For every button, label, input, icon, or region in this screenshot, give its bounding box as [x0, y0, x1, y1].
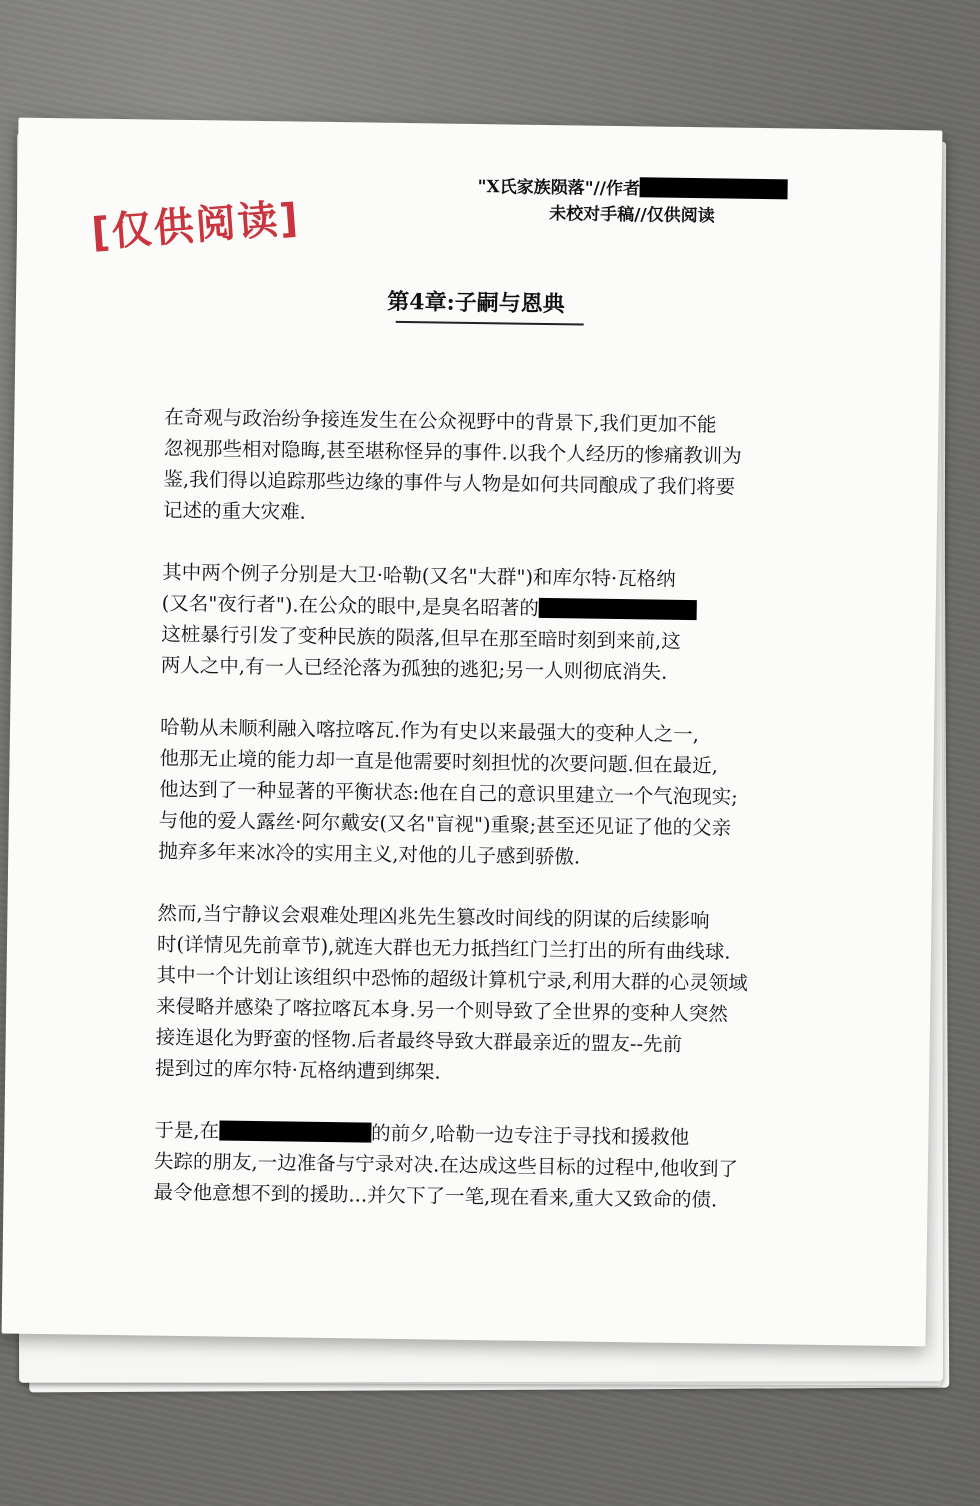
text-line: 他达到了一种显著的平衡状态:他在自己的意识里建立一个气泡现实; — [159, 777, 738, 809]
text-line: 接连退化为野蛮的怪物.后者最终导致大群最亲近的盟友--先前 — [155, 1025, 683, 1056]
redaction-bar — [640, 177, 788, 199]
text-segment: (又名"夜行者").在公众的眼中,是臭名昭著的 — [161, 591, 539, 620]
header-status: 未校对手稿//仅供阅读 — [549, 204, 715, 227]
text-line: 其中一个计划让该组织中恐怖的超级计算机宁录,利用大群的心灵领域 — [156, 963, 748, 995]
text-line: 提到过的库尔特·瓦格纳遭到绑架. — [155, 1056, 441, 1084]
text-segment: 的前夕,哈勒一边专注于寻找和援救他 — [370, 1121, 690, 1150]
paragraph — [161, 557, 843, 690]
header-title-author — [477, 174, 807, 205]
text-line: 然而,当宁静议会艰难处理凶兆先生篡改时间线的阴谋的后续影响 — [157, 901, 710, 933]
text-line: 记述的重大灾难. — [162, 498, 306, 524]
text-line: 来侵略并感染了喀拉喀瓦本身.另一个则导致了全世界的变种人突然 — [155, 994, 728, 1026]
manuscript-page — [2, 118, 943, 1347]
text-line: 时(详情见先前章节),就连大群也无力抵挡红门兰打出的所有曲线球. — [156, 932, 731, 964]
text-line: 这桩暴行引发了变种民族的陨落,但早在那至暗时刻到来前,这 — [161, 622, 681, 653]
redaction-bar — [539, 598, 697, 620]
text-line: 鉴,我们得以追踪那些边缘的事件与人物是如何共同酿成了我们将要 — [163, 467, 736, 499]
text-line: 与他的爱人露丝·阿尔戴安(又名"盲视")重聚;甚至还见证了他的父亲 — [158, 808, 732, 840]
text-line: 在奇观与政治纷争接连发生在公众视野中的背景下,我们更加不能 — [164, 405, 717, 437]
text-line: 他那无止境的能力却一直是他需要时刻担忧的次要问题.但在最近, — [159, 746, 719, 778]
text-line: 哈勒从未顺利融入喀拉喀瓦.作为有史以来最强大的变种人之一, — [159, 715, 700, 747]
text-line: 其中两个例子分别是大卫·哈勒(又名"大群")和库尔特·瓦格纳 — [162, 560, 676, 591]
text-line: 忽视那些相对隐晦,甚至堪称怪异的事件.以我个人经历的惨痛教训为 — [163, 436, 742, 468]
paragraph — [163, 402, 845, 535]
for-reading-only-stamp: [仅供阅读] — [89, 195, 302, 257]
text-line: 失踪的朋友,一边准备与宁录对决.在达成这些目标的过程中,他收到了 — [153, 1149, 739, 1181]
text-line: 最令他意想不到的援助...并欠下了一笔,现在看来,重大又致命的债. — [153, 1180, 718, 1212]
text-line: 抛弃多年来冰冷的实用主义,对他的儿子感到骄傲. — [158, 839, 581, 869]
chapter-title: 第4章:子嗣与恩典 — [387, 288, 565, 318]
text-line: 两人之中,有一人已经沦落为孤独的逃犯;另一人则彻底消失. — [160, 653, 668, 684]
title-underline — [396, 321, 584, 326]
text-segment: 于是,在 — [154, 1118, 220, 1143]
redaction-bar — [219, 1121, 371, 1143]
paragraph — [155, 898, 838, 1093]
page-header — [477, 174, 808, 231]
body-text — [153, 402, 845, 1248]
header-title-text: "X氏家族陨落"//作者 — [477, 177, 641, 200]
paragraph — [158, 712, 840, 876]
paragraph — [153, 1115, 834, 1217]
